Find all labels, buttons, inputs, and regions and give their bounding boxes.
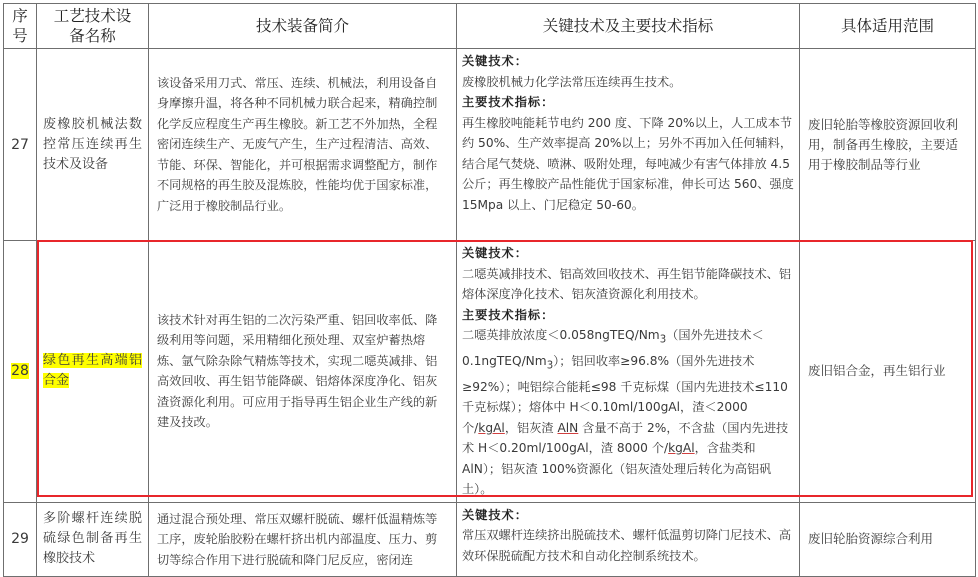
table-row xyxy=(4,241,976,503)
key-tech-text: 废橡胶机械力化学法常压连续再生技术。 xyxy=(462,74,682,89)
key-tech-cell xyxy=(457,241,800,503)
indicator-title: 主要技术指标： xyxy=(462,95,555,109)
row-number: 29 xyxy=(4,502,37,576)
header-name: 工艺技术设 备名称 xyxy=(37,4,149,49)
scope-text: 废旧铝合金，再生铝行业 xyxy=(800,241,976,503)
tech-name-highlight: 绿色再生高端铝合金 xyxy=(43,353,142,389)
tech-name: 多阶螺杆连续脱硫绿色制备再生橡胶技术 xyxy=(37,502,149,576)
scope-text: 废旧轮胎等橡胶资源回收利用，制备再生橡胶，主要适用于橡胶制品等行业 xyxy=(800,49,976,241)
row-number xyxy=(4,241,37,503)
tech-intro: 该技术针对再生铝的二次污染严重、铝回收率低、降级利用等问题，采用精细化预处理、双室炉蓄热熔炼、氩气除杂除气精炼等技术，实现二噁英减排、铝高效回收、再生铝节能降碳、铝熔体深度净化、铝灰渣资源化利用。可应用于指导再生铝企业生产线的新建及技改。 xyxy=(149,241,457,503)
header-scope: 具体适用范围 xyxy=(800,4,976,49)
table-row xyxy=(4,502,976,576)
header-intro: 技术装备简介 xyxy=(149,4,457,49)
tech-intro: 通过混合预处理、常压双螺杆脱硫、螺杆低温精炼等工序，废轮胎胶粉在螺杆挤出机内部温度、压力、剪切等综合作用下进行脱硫和降门尼反应，密闭连 xyxy=(149,502,457,576)
key-tech-text: 二噁英减排技术、铝高效回收技术、再生铝节能降碳技术、铝熔体深度净化技术、铝灰渣资源化利用技术。 xyxy=(462,266,792,301)
key-tech-cell xyxy=(457,49,800,241)
table-row xyxy=(4,49,976,241)
scope-text: 废旧轮胎资源综合利用 xyxy=(800,502,976,576)
indicator-text: 再生橡胶吨能耗节电约 200 度、下降 20%以上，人工成本节约 50%、生产效率提高 20%以上；另外不再加入任何辅料，结合尾气焚烧、喷淋、吸附处理，每吨减少有害气体排放 4.5 公斤；再生橡胶产品性能优于国家标准，伸长可达 560、强度 15Mpa 以上、门尼稳定 50-60。 xyxy=(462,115,794,212)
header-no: 序 号 xyxy=(4,4,37,49)
key-tech-title: 关键技术： xyxy=(462,54,528,68)
row-number-highlight: 28 xyxy=(11,363,29,380)
technology-table xyxy=(3,3,976,577)
header-key: 关键技术及主要技术指标 xyxy=(457,4,800,49)
row-number: 27 xyxy=(4,49,37,241)
tech-name xyxy=(37,241,149,503)
key-tech-text: 常压双螺杆连续挤出脱硫技术、螺杆低温剪切降门尼技术、高效环保脱硫配方技术和自动化控制系统技术。 xyxy=(462,528,792,563)
key-tech-cell xyxy=(457,502,800,576)
key-tech-title: 关键技术： xyxy=(462,507,528,522)
tech-name: 废橡胶机械法数控常压连续再生技术及设备 xyxy=(37,49,149,241)
header-row xyxy=(4,4,976,49)
indicator-title: 主要技术指标： xyxy=(462,307,555,322)
indicator-text: 二噁英排放浓度$<0.058ngTEQ/Nm_3$（国外先进技术$<0.1ngTEQ/Nm_3$）；铝回收率≥96.8%（国外先进技术≥92%）；吨铝综合能耗≤98 千克标煤（国内先进技术≤110 千克标煤）；熔体中 H＜0.10ml/100gAl，渣＜2000 个/kgAl，铝灰渣 AlN 含量不高于 2%，不含盐（国内先进技术 H＜0.20ml/100gAl，渣 8000 个/kgAl，含盐类和 AlN）；铝灰渣 100%资源化（铝灰渣处理后转化为高铝矾土）。 xyxy=(462,328,789,497)
key-tech-title: 关键技术： xyxy=(462,246,528,260)
tech-intro: 该设备采用刀式、常压、连续、机械法，利用设备自身摩擦升温，将各种不同机械力联合起来，精确控制化学反应程度生产再生橡胶。新工艺不外加热，全程密闭连续生产、无废气产生，生产过程清洁、高效、节能、环保、智能化，并可根据需求调整配方，制作不同规格的再生胶及混炼胶，性能均优于国家标准，广泛用于橡胶制品行业。 xyxy=(149,49,457,241)
